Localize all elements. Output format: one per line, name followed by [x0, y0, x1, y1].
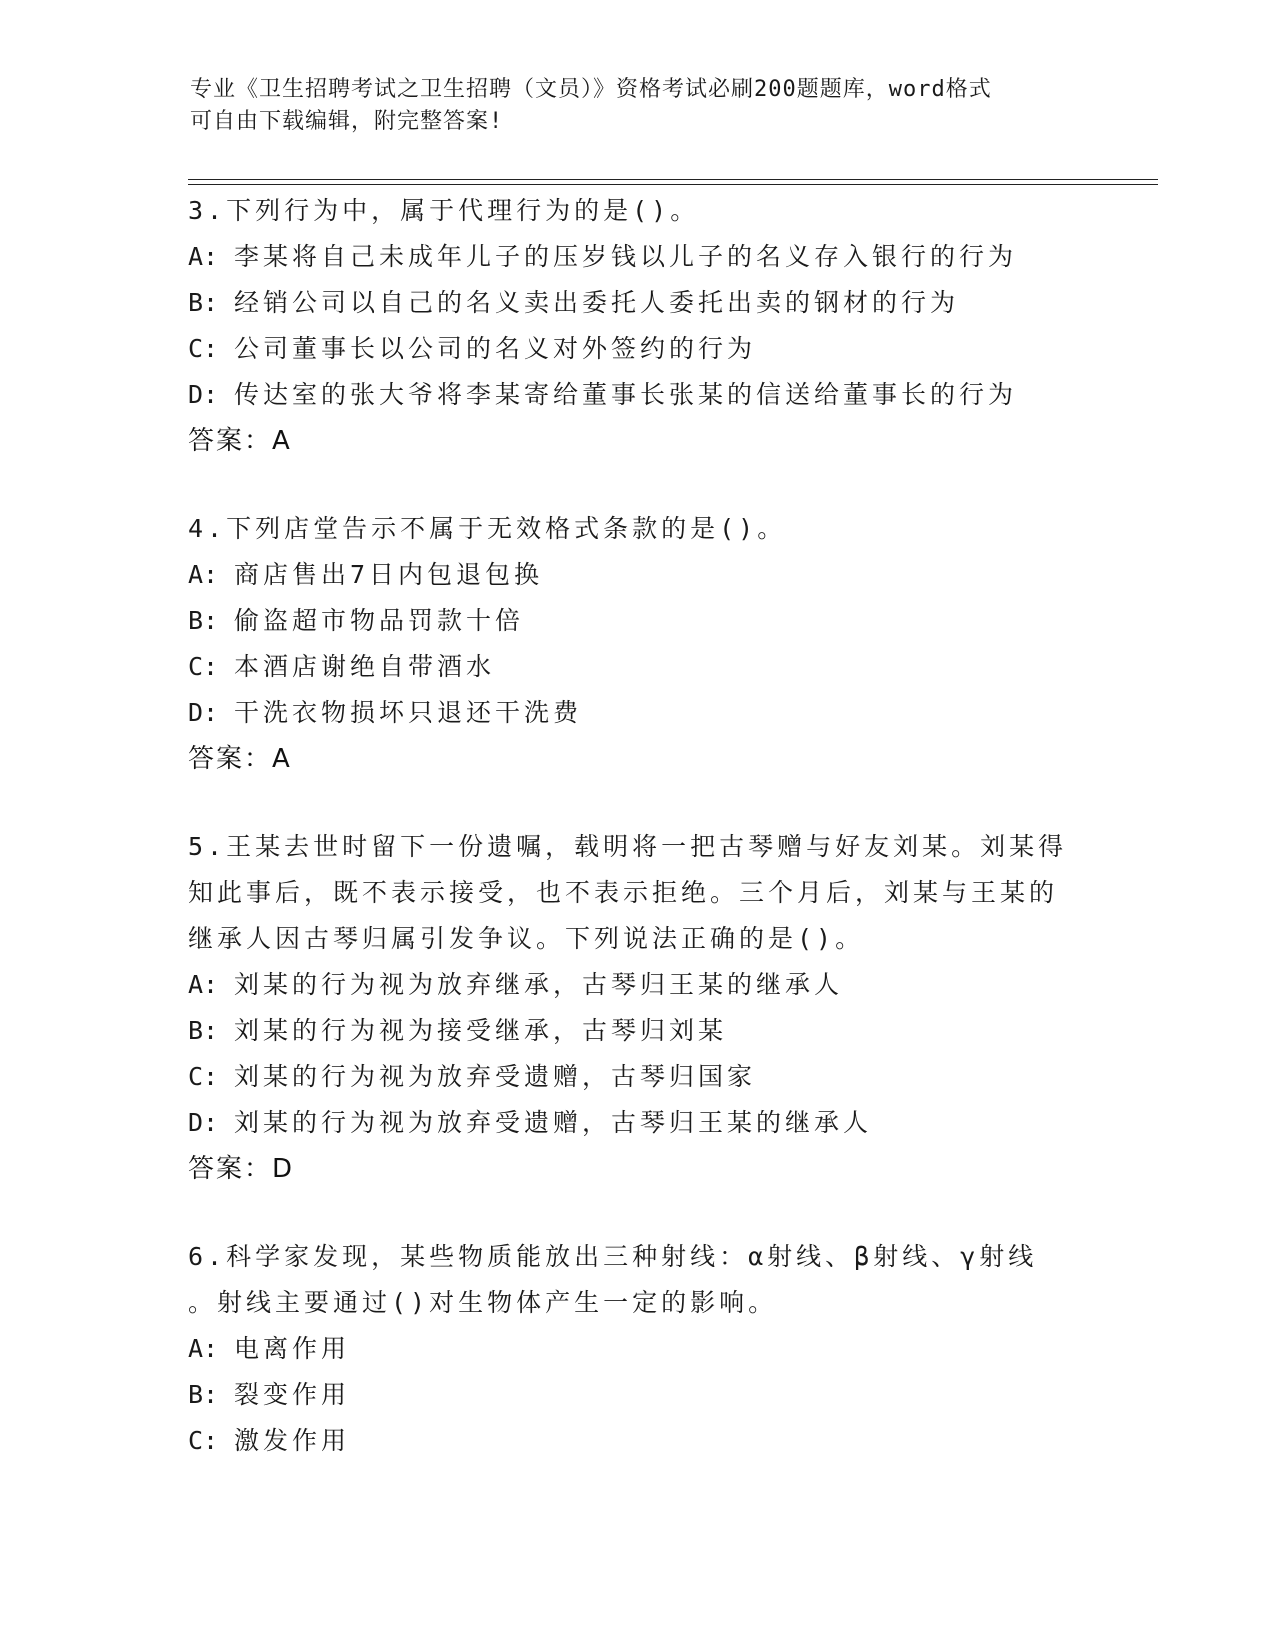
answer-option	[188, 280, 1118, 326]
option-key: A:	[188, 1334, 219, 1363]
answer-option	[188, 326, 1118, 372]
option-key: C:	[188, 334, 219, 363]
option-key: D:	[188, 698, 219, 727]
option-text: 本酒店谢绝自带酒水	[234, 652, 496, 681]
option-key: D:	[188, 380, 219, 409]
option-key: A:	[188, 970, 219, 999]
answer-line: 答案：A	[188, 744, 292, 774]
option-key: D:	[188, 1108, 219, 1137]
option-text: 裂变作用	[234, 1380, 351, 1409]
answer-option	[188, 552, 1118, 598]
option-text: 商店售出7日内包退包换	[234, 560, 544, 589]
question-block	[188, 1234, 1118, 1464]
option-key: A:	[188, 242, 219, 271]
option-text: 李某将自己未成年儿子的压岁钱以儿子的名义存入银行的行为	[234, 242, 1018, 271]
question-stem-line: 5.王某去世时留下一份遗嘱，载明将一把古琴赠与好友刘某。刘某得	[188, 832, 1068, 861]
option-text: 刘某的行为视为放弃继承，古琴归王某的继承人	[234, 970, 844, 999]
option-key: B:	[188, 288, 219, 317]
option-text: 刘某的行为视为放弃受遗赠，古琴归国家	[234, 1062, 757, 1091]
question-stem-line: 继承人因古琴归属引发争议。下列说法正确的是()。	[188, 924, 865, 953]
option-key: C:	[188, 1062, 219, 1091]
question-stem-line: 。射线主要通过()对生物体产生一定的影响。	[188, 1288, 778, 1317]
option-text: 公司董事长以公司的名义对外签约的行为	[234, 334, 757, 363]
option-key: B:	[188, 1016, 219, 1045]
question-stem-line: 4.下列店堂告示不属于无效格式条款的是()。	[188, 514, 787, 543]
option-key: A:	[188, 560, 219, 589]
page-header	[190, 74, 1090, 138]
option-key: B:	[188, 606, 219, 635]
answer-option	[188, 1054, 1118, 1100]
header-line-2: 可自由下载编辑，附完整答案!	[190, 109, 504, 134]
option-text: 经销公司以自己的名义卖出委托人委托出卖的钢材的行为	[234, 288, 960, 317]
option-text: 刘某的行为视为放弃受遗赠，古琴归王某的继承人	[234, 1108, 873, 1137]
question-stem-line: 6.科学家发现，某些物质能放出三种射线：α射线、β射线、γ射线	[188, 1242, 1038, 1271]
option-text: 传达室的张大爷将李某寄给董事长张某的信送给董事长的行为	[234, 380, 1018, 409]
question-block	[188, 824, 1118, 1192]
option-text: 刘某的行为视为接受继承，古琴归刘某	[234, 1016, 728, 1045]
answer-option	[188, 598, 1118, 644]
header-line-1: 专业《卫生招聘考试之卫生招聘（文员）》资格考试必刷200题题库，word格式	[190, 77, 992, 102]
option-key: C:	[188, 1426, 219, 1455]
answer-option	[188, 1008, 1118, 1054]
answer-option	[188, 1418, 1118, 1464]
header-divider-bottom	[188, 184, 1158, 185]
question-block	[188, 188, 1118, 464]
header-divider-top	[188, 179, 1158, 180]
question-block	[188, 506, 1118, 782]
answer-option	[188, 234, 1118, 280]
question-stem-line: 3.下列行为中，属于代理行为的是()。	[188, 196, 700, 225]
option-key: C:	[188, 652, 219, 681]
option-text: 干洗衣物损坏只退还干洗费	[234, 698, 583, 727]
answer-option	[188, 690, 1118, 736]
answer-option	[188, 372, 1118, 418]
answer-option	[188, 1100, 1118, 1146]
answer-option	[188, 962, 1118, 1008]
answer-line: 答案：A	[188, 426, 292, 456]
answer-line: 答案：D	[188, 1154, 295, 1184]
answer-option	[188, 1326, 1118, 1372]
question-list	[188, 188, 1118, 1506]
answer-option	[188, 1372, 1118, 1418]
option-key: B:	[188, 1380, 219, 1409]
option-text: 激发作用	[234, 1426, 351, 1455]
answer-option	[188, 644, 1118, 690]
question-stem-line: 知此事后，既不表示接受，也不表示拒绝。三个月后，刘某与王某的	[188, 878, 1059, 907]
option-text: 偷盗超市物品罚款十倍	[234, 606, 525, 635]
option-text: 电离作用	[234, 1334, 351, 1363]
